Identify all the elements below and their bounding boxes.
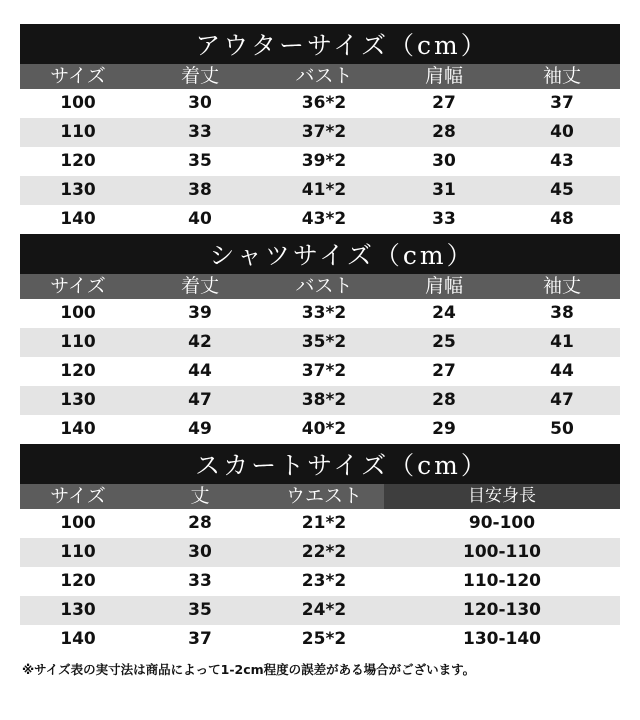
table-cell: 45 — [550, 180, 574, 200]
table-cell: 39 — [188, 303, 212, 323]
table-cell: 40 — [188, 209, 212, 229]
table-cell: 140 — [60, 629, 96, 649]
table-cell: 43*2 — [301, 209, 347, 229]
table-cell: 44 — [188, 361, 212, 381]
table-cell: 21*2 — [301, 513, 347, 533]
table-cell: 35*2 — [301, 332, 347, 352]
table-cell: 24*2 — [301, 600, 347, 620]
table-cell: 43 — [550, 151, 574, 171]
table-cell: 27 — [432, 361, 456, 381]
table-cell: 140 — [60, 209, 96, 229]
table-cell: 100 — [60, 303, 96, 323]
table-cell: 48 — [550, 209, 574, 229]
table-row — [20, 415, 620, 444]
table-cell: 30 — [188, 542, 212, 562]
column-header: サイズ — [50, 275, 106, 297]
table-row — [20, 596, 620, 625]
table-row — [20, 118, 620, 147]
skirt-header-row — [20, 484, 620, 509]
table-cell: 120-130 — [462, 600, 542, 620]
table-cell: 130 — [60, 180, 96, 200]
table-cell: 90-100 — [468, 513, 536, 533]
table-cell: 22*2 — [301, 542, 347, 562]
column-header: 肩幅 — [424, 275, 463, 297]
table-cell: 36*2 — [301, 93, 347, 113]
table-cell: 33 — [188, 571, 212, 591]
shirt-size-title: シャツサイズ（cm） — [20, 234, 620, 274]
table-cell: 31 — [432, 180, 456, 200]
shirt-size-table — [20, 234, 620, 444]
table-row — [20, 176, 620, 205]
table-cell: 44 — [550, 361, 574, 381]
table-cell: 38 — [550, 303, 574, 323]
column-header: 着丈 — [180, 275, 219, 297]
shirt-header-row — [20, 274, 620, 299]
table-row — [20, 357, 620, 386]
table-cell: 50 — [550, 419, 574, 439]
table-cell: 30 — [188, 93, 212, 113]
table-cell: 35 — [188, 600, 212, 620]
table-cell: 130 — [60, 600, 96, 620]
table-cell: 28 — [432, 390, 456, 410]
table-cell: 25*2 — [301, 629, 347, 649]
table-cell: 40 — [550, 122, 574, 142]
table-cell: 110-120 — [462, 571, 542, 591]
column-header: 目安身長 — [384, 484, 620, 509]
table-cell: 28 — [188, 513, 212, 533]
table-cell: 120 — [60, 361, 96, 381]
table-cell: 38*2 — [301, 390, 347, 410]
column-header: バスト — [295, 275, 353, 297]
table-row — [20, 147, 620, 176]
table-cell: 140 — [60, 419, 96, 439]
column-header: ウエスト — [285, 485, 362, 507]
table-row — [20, 328, 620, 357]
table-row — [20, 625, 620, 654]
table-cell: 27 — [432, 93, 456, 113]
table-cell: 37 — [550, 93, 574, 113]
table-cell: 110 — [60, 122, 96, 142]
table-row — [20, 567, 620, 596]
table-cell: 110 — [60, 542, 96, 562]
table-cell: 25 — [432, 332, 456, 352]
size-chart — [20, 24, 620, 678]
table-cell: 37 — [188, 629, 212, 649]
column-header: サイズ — [50, 485, 106, 507]
column-header: サイズ — [50, 65, 106, 87]
table-cell: 39*2 — [301, 151, 347, 171]
table-cell: 100 — [60, 93, 96, 113]
table-cell: 40*2 — [301, 419, 347, 439]
table-row — [20, 538, 620, 567]
table-cell: 120 — [60, 571, 96, 591]
table-row — [20, 386, 620, 415]
outer-size-table — [20, 24, 620, 234]
table-cell: 41 — [550, 332, 574, 352]
table-cell: 42 — [188, 332, 212, 352]
outer-size-title: アウターサイズ（cm） — [20, 24, 620, 64]
table-row — [20, 509, 620, 538]
table-cell: 33*2 — [301, 303, 347, 323]
column-header: 袖丈 — [542, 65, 581, 87]
table-cell: 37*2 — [301, 122, 347, 142]
skirt-size-title: スカートサイズ（cm） — [20, 444, 620, 484]
table-cell: 120 — [60, 151, 96, 171]
table-cell: 33 — [188, 122, 212, 142]
table-cell: 38 — [188, 180, 212, 200]
table-cell: 23*2 — [301, 571, 347, 591]
column-header: 丈 — [190, 485, 210, 507]
table-cell: 47 — [188, 390, 212, 410]
skirt-size-table — [20, 444, 620, 654]
table-cell: 24 — [432, 303, 456, 323]
column-header: バスト — [295, 65, 353, 87]
column-header: 着丈 — [180, 65, 219, 87]
table-cell: 110 — [60, 332, 96, 352]
column-header: 袖丈 — [542, 275, 581, 297]
measurement-note: ※サイズ表の実寸法は商品によって1-2cm程度の誤差がある場合がございます。 — [22, 662, 476, 677]
table-cell: 130-140 — [462, 629, 542, 649]
table-cell: 30 — [432, 151, 456, 171]
column-header: 肩幅 — [424, 65, 463, 87]
table-cell: 100-110 — [462, 542, 542, 562]
table-cell: 29 — [432, 419, 456, 439]
table-cell: 35 — [188, 151, 212, 171]
table-cell: 49 — [188, 419, 212, 439]
outer-header-row — [20, 64, 620, 89]
table-row — [20, 299, 620, 328]
table-cell: 33 — [432, 209, 456, 229]
table-cell: 41*2 — [301, 180, 347, 200]
table-cell: 47 — [550, 390, 574, 410]
table-row — [20, 205, 620, 234]
table-cell: 100 — [60, 513, 96, 533]
table-cell: 37*2 — [301, 361, 347, 381]
table-row — [20, 89, 620, 118]
table-cell: 130 — [60, 390, 96, 410]
table-cell: 28 — [432, 122, 456, 142]
